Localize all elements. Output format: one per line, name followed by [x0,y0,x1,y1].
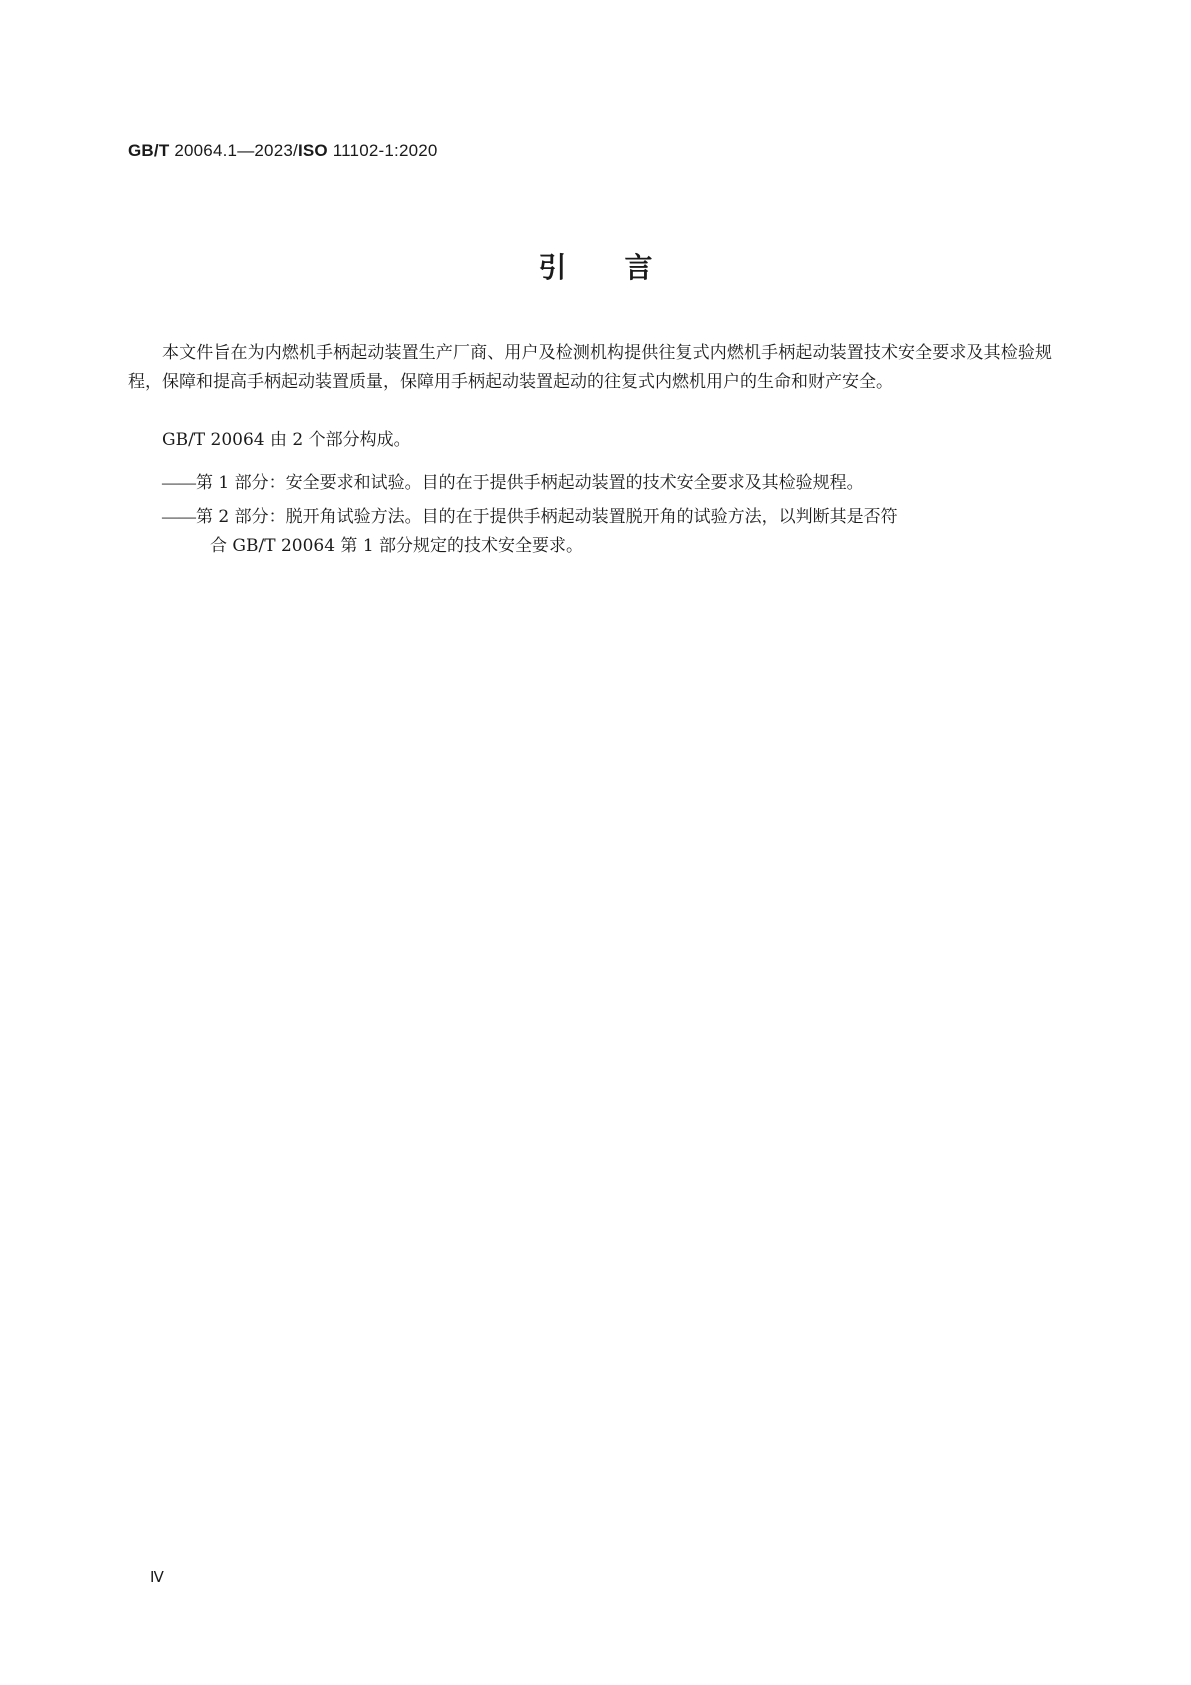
page-number: Ⅳ [150,1570,164,1586]
parts-intro: GB/T 20064 由 2 个部分构成。 [162,430,411,450]
list-item-part-1 [162,468,1052,498]
std-number: 20064.1—2023/ [169,141,298,160]
std-prefix: GB/T [128,141,170,160]
intro-paragraph: 本文件旨在为内燃机手柄起动装置生产厂商、用户及检测机构提供往复式内燃机手柄起动装置技术安全要求及其检验规程，保障和提高手柄起动装置质量，保障用手柄起动装置起动的往复式内燃机用户的生命和财产安全。 [128,343,1052,392]
list-dash: —— [162,473,196,492]
iso-prefix: ISO [297,141,328,160]
standard-code-header [128,141,438,161]
list-item-text: 第 1 部分：安全要求和试验。目的在于提供手柄起动装置的技术安全要求及其检验规程。 [196,473,864,493]
list-dash: —— [162,507,196,526]
list-item-text: 第 2 部分：脱开角试验方法。目的在于提供手柄起动装置脱开角的试验方法，以判断其是否符 [196,507,898,527]
page-title: 引言 [538,251,711,284]
list-item-continuation: 合 GB/T 20064 第 1 部分规定的技术安全要求。 [210,536,584,556]
list-item-part-2 [162,502,1052,561]
iso-number: 11102-1:2020 [327,141,438,160]
